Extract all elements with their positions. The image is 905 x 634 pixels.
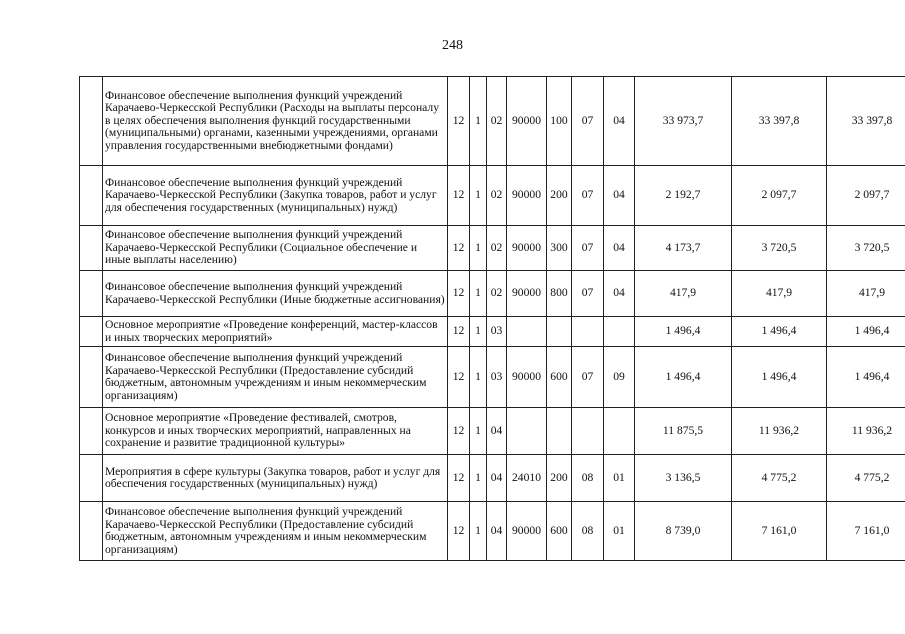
code-cell	[604, 408, 635, 455]
code-cell: 04	[487, 502, 507, 561]
code-cell: 1	[470, 317, 487, 347]
amount-cell: 1 496,4	[635, 317, 732, 347]
code-cell: 07	[572, 166, 604, 226]
blank-cell	[80, 502, 103, 561]
code-cell: 90000	[507, 347, 547, 408]
amount-cell: 1 496,4	[732, 317, 827, 347]
code-cell: 04	[604, 166, 635, 226]
amount-cell: 3 136,5	[635, 455, 732, 502]
code-cell: 90000	[507, 77, 547, 166]
code-cell: 300	[547, 226, 572, 271]
code-cell: 600	[547, 502, 572, 561]
code-cell: 1	[470, 271, 487, 317]
code-cell: 12	[448, 166, 470, 226]
code-cell: 24010	[507, 455, 547, 502]
code-cell: 200	[547, 166, 572, 226]
code-cell	[507, 408, 547, 455]
amount-cell: 11 936,2	[732, 408, 827, 455]
table-row	[80, 347, 905, 408]
amount-cell: 1 496,4	[732, 347, 827, 408]
page-number: 248	[442, 38, 463, 53]
code-cell: 200	[547, 455, 572, 502]
code-cell: 02	[487, 77, 507, 166]
amount-cell: 4 775,2	[827, 455, 905, 502]
code-cell: 02	[487, 271, 507, 317]
item-name: Финансовое обеспечение выполнения функций учреждений Карачаево-Черкесской Республики (Предоставление субсидий бюджетным, автономным учреждениям и иным некоммерческим организациям)	[103, 347, 448, 408]
amount-cell: 33 397,8	[732, 77, 827, 166]
code-cell: 08	[572, 502, 604, 561]
amount-cell: 417,9	[635, 271, 732, 317]
code-cell: 02	[487, 166, 507, 226]
code-cell	[547, 408, 572, 455]
code-cell: 07	[572, 271, 604, 317]
budget-table	[79, 76, 905, 561]
amount-cell: 7 161,0	[732, 502, 827, 561]
code-cell: 01	[604, 455, 635, 502]
blank-cell	[80, 166, 103, 226]
item-name: Финансовое обеспечение выполнения функций учреждений Карачаево-Черкесской Республики (Закупка товаров, работ и услуг для обеспечения государственных (муниципальных) нужд)	[103, 166, 448, 226]
amount-cell: 417,9	[827, 271, 905, 317]
amount-cell: 3 720,5	[827, 226, 905, 271]
amount-cell: 33 397,8	[827, 77, 905, 166]
code-cell: 07	[572, 347, 604, 408]
table-row	[80, 226, 905, 271]
code-cell: 90000	[507, 226, 547, 271]
blank-cell	[80, 317, 103, 347]
item-name: Финансовое обеспечение выполнения функций учреждений Карачаево-Черкесской Республики (Расходы на выплаты персоналу в целях обеспечения выполнения функций государственными (муниципальными) органами, казенными учреждениями, органами управления государственными внебюджетными фондами)	[103, 77, 448, 166]
amount-cell: 4 775,2	[732, 455, 827, 502]
code-cell: 1	[470, 408, 487, 455]
amount-cell: 7 161,0	[827, 502, 905, 561]
code-cell: 12	[448, 408, 470, 455]
code-cell: 1	[470, 347, 487, 408]
code-cell: 90000	[507, 271, 547, 317]
code-cell: 12	[448, 77, 470, 166]
table-row	[80, 408, 905, 455]
amount-cell: 1 496,4	[635, 347, 732, 408]
code-cell: 04	[604, 226, 635, 271]
code-cell: 08	[572, 455, 604, 502]
code-cell: 04	[487, 408, 507, 455]
amount-cell: 417,9	[732, 271, 827, 317]
item-name: Основное мероприятие «Проведение фестивалей, смотров, конкурсов и иных творческих мероприятий, направленных на сохранение и развитие традиционной культуры»	[103, 408, 448, 455]
amount-cell: 33 973,7	[635, 77, 732, 166]
table-row	[80, 502, 905, 561]
blank-cell	[80, 408, 103, 455]
amount-cell: 2 097,7	[732, 166, 827, 226]
code-cell: 12	[448, 347, 470, 408]
code-cell: 09	[604, 347, 635, 408]
amount-cell: 4 173,7	[635, 226, 732, 271]
code-cell: 12	[448, 502, 470, 561]
code-cell	[572, 408, 604, 455]
code-cell: 1	[470, 166, 487, 226]
code-cell	[547, 317, 572, 347]
code-cell: 12	[448, 455, 470, 502]
code-cell: 1	[470, 226, 487, 271]
code-cell: 1	[470, 77, 487, 166]
table-row	[80, 166, 905, 226]
blank-cell	[80, 271, 103, 317]
code-cell: 90000	[507, 502, 547, 561]
code-cell: 04	[604, 271, 635, 317]
code-cell: 03	[487, 347, 507, 408]
code-cell: 12	[448, 317, 470, 347]
amount-cell: 2 097,7	[827, 166, 905, 226]
item-name: Основное мероприятие «Проведение конференций, мастер-классов и иных творческих мероприятий»	[103, 317, 448, 347]
item-name: Финансовое обеспечение выполнения функций учреждений Карачаево-Черкесской Республики (Социальное обеспечение и иные выплаты населению)	[103, 226, 448, 271]
code-cell: 03	[487, 317, 507, 347]
code-cell: 600	[547, 347, 572, 408]
blank-cell	[80, 226, 103, 271]
table-row	[80, 271, 905, 317]
code-cell: 01	[604, 502, 635, 561]
code-cell: 90000	[507, 166, 547, 226]
item-name: Финансовое обеспечение выполнения функций учреждений Карачаево-Черкесской Республики (Предоставление субсидий бюджетным, автономным учреждениям и иным некоммерческим организациям)	[103, 502, 448, 561]
code-cell: 12	[448, 271, 470, 317]
amount-cell: 1 496,4	[827, 317, 905, 347]
code-cell: 07	[572, 77, 604, 166]
code-cell	[604, 317, 635, 347]
table-row	[80, 317, 905, 347]
code-cell: 04	[604, 77, 635, 166]
blank-cell	[80, 347, 103, 408]
amount-cell: 3 720,5	[732, 226, 827, 271]
code-cell: 02	[487, 226, 507, 271]
blank-cell	[80, 455, 103, 502]
code-cell: 07	[572, 226, 604, 271]
code-cell: 1	[470, 502, 487, 561]
amount-cell: 8 739,0	[635, 502, 732, 561]
blank-cell	[80, 77, 103, 166]
code-cell: 100	[547, 77, 572, 166]
code-cell: 04	[487, 455, 507, 502]
code-cell: 1	[470, 455, 487, 502]
amount-cell: 11 936,2	[827, 408, 905, 455]
code-cell: 800	[547, 271, 572, 317]
table-row	[80, 455, 905, 502]
code-cell	[507, 317, 547, 347]
item-name: Финансовое обеспечение выполнения функций учреждений Карачаево-Черкесской Республики (Иные бюджетные ассигнования)	[103, 271, 448, 317]
amount-cell: 11 875,5	[635, 408, 732, 455]
code-cell: 12	[448, 226, 470, 271]
amount-cell: 1 496,4	[827, 347, 905, 408]
code-cell	[572, 317, 604, 347]
amount-cell: 2 192,7	[635, 166, 732, 226]
item-name: Мероприятия в сфере культуры (Закупка товаров, работ и услуг для обеспечения государственных (муниципальных) нужд)	[103, 455, 448, 502]
table-row	[80, 77, 905, 166]
